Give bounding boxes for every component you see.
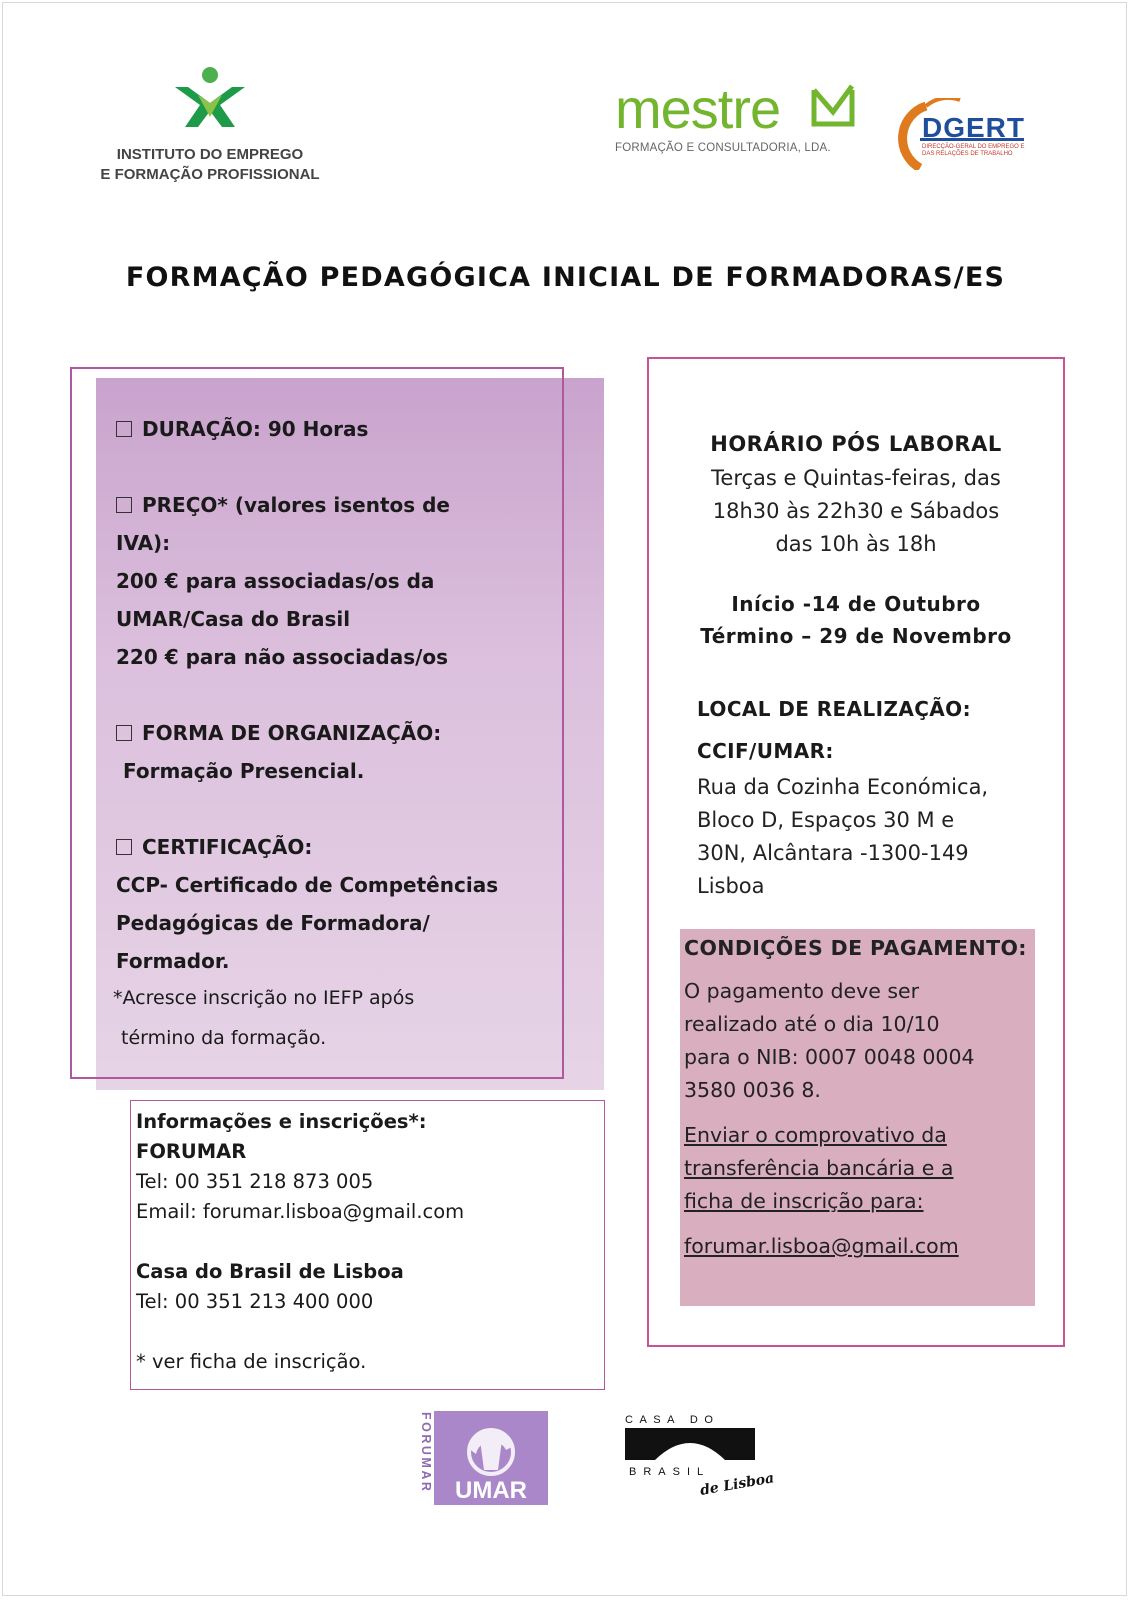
iefp-figure-icon <box>170 65 250 135</box>
address-line2: Bloco D, Espaços 30 M e <box>697 808 955 832</box>
page-title: FORMAÇÃO PEDAGÓGICA INICIAL DE FORMADORAS/ES <box>125 262 1006 293</box>
preco-line3: 200 € para associadas/os da <box>116 569 435 593</box>
local-name: CCIF/UMAR: <box>697 739 834 763</box>
address-block <box>697 771 1057 903</box>
forma-line1: FORMA DE ORGANIZAÇÃO: <box>142 721 442 745</box>
dgert-logo <box>890 98 1030 170</box>
checkbox-icon <box>116 421 132 437</box>
casa-do-brasil-logo <box>623 1412 783 1512</box>
casa-bottom-label: BRASIL <box>629 1466 711 1478</box>
schedule-line2: 18h30 às 22h30 e Sábados <box>712 499 1000 523</box>
iefp-line2: E FORMAÇÃO PROFISSIONAL <box>100 166 320 183</box>
casa-top-label: CASA DO <box>625 1414 720 1426</box>
info-org2: Casa do Brasil de Lisboa <box>136 1260 404 1283</box>
casa-brasil-arch-icon <box>623 1412 783 1512</box>
checkbox-icon <box>116 839 132 855</box>
info-note: * ver ficha de inscrição. <box>136 1350 367 1373</box>
dgert-subtitle: DIRECÇÃO-GERAL DO EMPREGO E DAS RELAÇÕES DE TRABALHO <box>922 144 1025 157</box>
note-line1: *Acresce inscrição no IEFP após <box>113 987 415 1009</box>
cert-line3: Pedagógicas de Formadora/ <box>116 911 430 935</box>
cert-line4: Formador. <box>116 949 230 973</box>
payment-line3: para o NIB: 0007 0048 0004 <box>684 1045 975 1069</box>
payment-line2: realizado até o dia 10/10 <box>684 1012 940 1036</box>
info-tel1: Tel: 00 351 218 873 005 <box>136 1170 374 1193</box>
preco-line4: UMAR/Casa do Brasil <box>116 607 351 631</box>
info-org1: FORUMAR <box>136 1140 247 1163</box>
forma-line2: Formação Presencial. <box>123 759 365 783</box>
preco-line2: IVA): <box>116 531 171 555</box>
schedule-block <box>660 462 1052 561</box>
info-box <box>130 1100 605 1390</box>
checkbox-icon <box>116 497 132 513</box>
forumar-vertical-label: FORUMAR <box>419 1412 433 1494</box>
left-panel-content <box>113 410 596 1058</box>
local-block <box>697 688 1057 772</box>
forumar-umar-logo <box>408 1410 553 1514</box>
info-email1[interactable]: Email: forumar.lisboa@gmail.com <box>136 1200 465 1223</box>
start-date: Início -14 de Outubro <box>731 592 981 616</box>
horario-title: HORÁRIO PÓS LABORAL <box>710 432 1002 456</box>
payment-line4: 3580 0036 8. <box>684 1078 821 1102</box>
iefp-logo <box>95 65 325 185</box>
mestre-envelope-icon <box>811 84 855 128</box>
cert-line2: CCP- Certificado de Competências <box>116 873 499 897</box>
payment-link-line3[interactable]: ficha de inscrição para: <box>684 1189 924 1213</box>
casa-script-label: de Lisboa <box>698 1470 776 1499</box>
address-line3: 30N, Alcântara -1300-149 <box>697 841 969 865</box>
payment-link-line1[interactable]: Enviar o comprovativo da <box>684 1123 947 1147</box>
payment-panel <box>684 932 1034 1263</box>
umar-label: UMAR <box>455 1477 527 1504</box>
address-line4: Lisboa <box>697 874 765 898</box>
info-tel2: Tel: 00 351 213 400 000 <box>136 1290 374 1313</box>
duracao-text: DURAÇÃO: 90 Horas <box>142 417 369 441</box>
address-line1: Rua da Cozinha Económica, <box>697 775 989 799</box>
umar-logo-icon <box>408 1410 553 1510</box>
local-title: LOCAL DE REALIZAÇÃO: <box>697 697 971 721</box>
end-date: Término – 29 de Novembro <box>700 624 1012 648</box>
schedule-line3: das 10h às 18h <box>775 532 937 556</box>
iefp-line1: INSTITUTO DO EMPREGO <box>116 146 304 163</box>
payment-email-link[interactable]: forumar.lisboa@gmail.com <box>684 1234 959 1258</box>
preco-line1: PREÇO* (valores isentos de <box>142 493 450 517</box>
payment-line1: O pagamento deve ser <box>684 979 920 1003</box>
payment-title: CONDIÇÕES DE PAGAMENTO: <box>684 936 1027 960</box>
dgert-word: DGERT <box>922 112 1025 143</box>
mestre-word: mestre <box>615 77 781 140</box>
cert-line1: CERTIFICAÇÃO: <box>142 835 313 859</box>
checkbox-icon <box>116 725 132 741</box>
info-title: Informações e inscrições*: <box>136 1110 427 1133</box>
mestre-subtitle: FORMAÇÃO E CONSULTADORIA, LDA. <box>615 142 831 154</box>
note-line2: término da formação. <box>121 1027 327 1049</box>
payment-link-line2[interactable]: transferência bancária e a <box>684 1156 954 1180</box>
mestre-logo <box>615 77 865 154</box>
schedule-line1: Terças e Quintas-feiras, das <box>711 466 1001 490</box>
preco-line5: 220 € para não associadas/os <box>116 645 449 669</box>
